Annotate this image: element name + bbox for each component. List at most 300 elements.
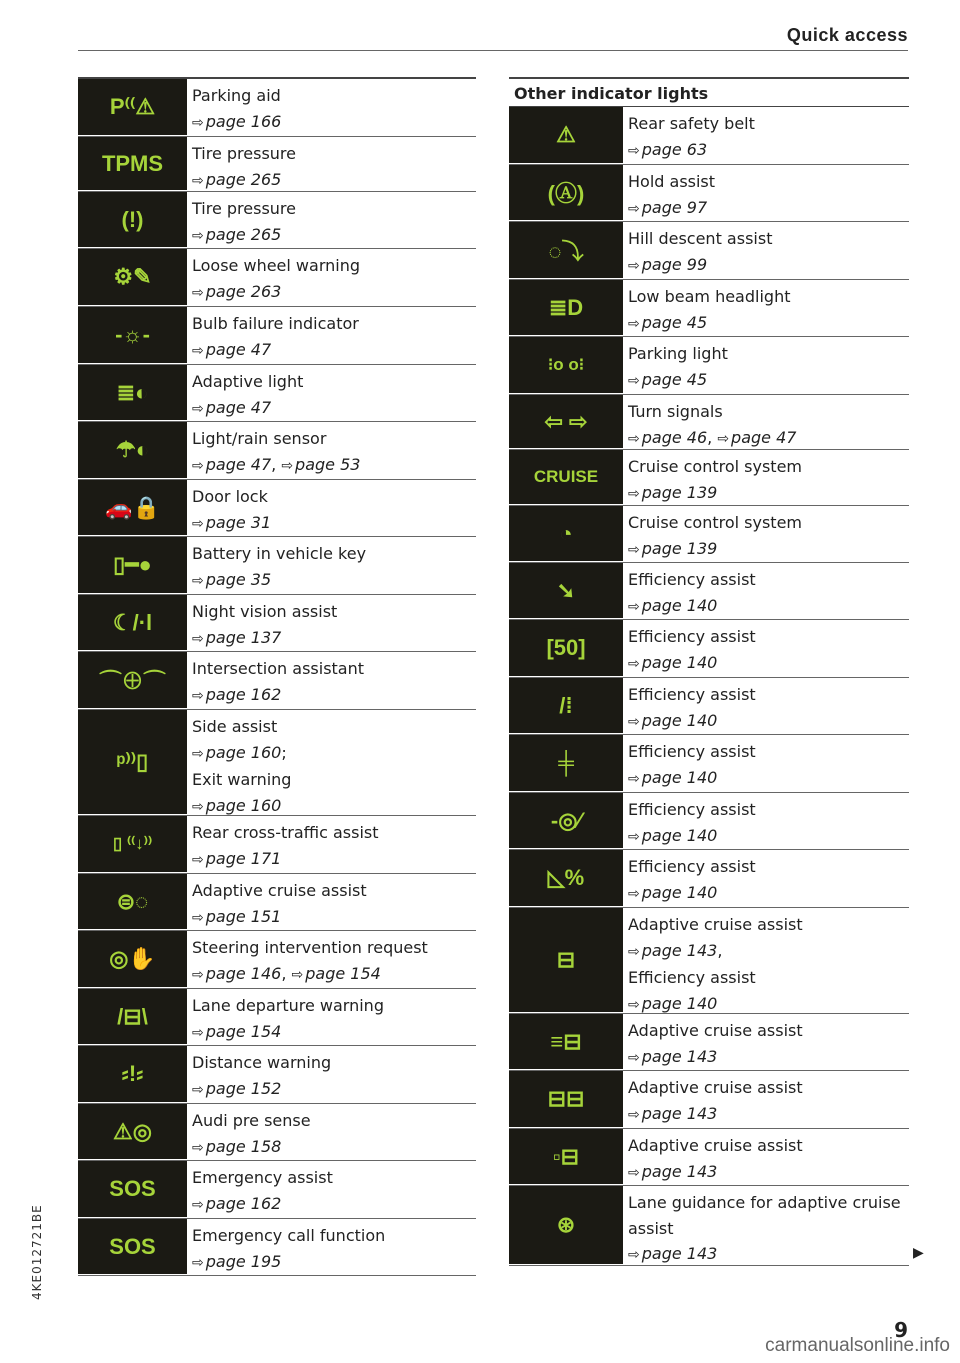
reference-arrow-icon: ⇨ bbox=[192, 1254, 204, 1271]
page-reference bbox=[628, 536, 802, 564]
indicator-label: Lane guidance for adaptive cruise assist bbox=[628, 1193, 901, 1238]
indicator-glyph-icon: SOS bbox=[109, 1176, 156, 1201]
indicator-row bbox=[78, 480, 476, 537]
reference-arrow-icon: ⇨ bbox=[192, 400, 204, 417]
page-link[interactable]: page 160 bbox=[205, 795, 282, 815]
reference-arrow-icon: ⇨ bbox=[628, 142, 640, 159]
page-reference bbox=[192, 1019, 384, 1047]
indicator-icon bbox=[78, 1104, 187, 1160]
indicator-icon bbox=[509, 395, 623, 449]
page-link[interactable]: page 46 bbox=[641, 427, 708, 447]
page-reference bbox=[628, 1101, 803, 1129]
reference-arrow-icon: ⇨ bbox=[628, 1164, 640, 1181]
reference-arrow-icon: ⇨ bbox=[281, 457, 294, 474]
indicator-icon bbox=[78, 989, 187, 1045]
indicator-icon bbox=[509, 506, 623, 562]
indicator-description bbox=[187, 931, 434, 988]
indicator-row bbox=[509, 620, 909, 678]
indicator-icon bbox=[78, 1161, 187, 1218]
indicator-label: Parking light bbox=[628, 344, 728, 363]
indicator-label: Distance warning bbox=[192, 1053, 332, 1072]
indicator-label: Efficiency assist bbox=[628, 570, 756, 589]
indicator-description bbox=[623, 563, 762, 619]
indicator-glyph-icon: ≣◐ bbox=[116, 379, 149, 405]
indicator-glyph-icon: P⁽⁽⚠ bbox=[109, 94, 156, 119]
reference-arrow-icon: ⇨ bbox=[192, 798, 204, 815]
indicator-glyph-icon: ☂◐ bbox=[115, 437, 149, 462]
indicator-row bbox=[78, 1161, 476, 1219]
indicator-glyph-icon: ☾/·l bbox=[112, 609, 153, 635]
indicator-row bbox=[509, 450, 909, 506]
indicator-description bbox=[623, 908, 809, 1013]
page-reference bbox=[628, 1241, 903, 1269]
page-reference bbox=[628, 765, 756, 793]
indicator-description bbox=[187, 1104, 317, 1160]
reference-arrow-icon: ⇨ bbox=[628, 1247, 640, 1263]
right-indicator-table bbox=[509, 77, 909, 1266]
page-reference bbox=[192, 1076, 331, 1104]
page-link[interactable]: page 158 bbox=[205, 1136, 282, 1156]
indicator-glyph-icon: ◎✋ bbox=[109, 946, 156, 971]
indicator-row bbox=[78, 249, 476, 307]
page-link[interactable]: page 152 bbox=[205, 1078, 282, 1098]
indicator-icon bbox=[78, 537, 187, 594]
indicator-description bbox=[623, 222, 778, 279]
indicator-glyph-icon: ⚠◎ bbox=[113, 1118, 152, 1144]
page-link[interactable]: page 143 bbox=[641, 940, 718, 960]
indicator-icon bbox=[509, 678, 623, 734]
page-reference bbox=[192, 1249, 385, 1277]
page-link[interactable]: page 47 bbox=[205, 397, 272, 417]
reference-arrow-icon: ⇨ bbox=[192, 1024, 204, 1041]
page-link[interactable]: page 143 bbox=[641, 1046, 718, 1066]
indicator-glyph-icon: ⚠ bbox=[556, 122, 576, 147]
reference-arrow-icon: ⇨ bbox=[192, 457, 204, 474]
page-link[interactable]: page 139 bbox=[641, 482, 718, 502]
indicator-row bbox=[78, 79, 476, 137]
page-header-title: Quick access bbox=[786, 25, 908, 45]
reference-arrow-icon: ⇨ bbox=[192, 572, 204, 589]
indicator-row bbox=[78, 537, 476, 595]
indicator-label: Battery in vehicle key bbox=[192, 544, 367, 563]
indicator-label: Parking aid bbox=[192, 86, 281, 105]
indicator-icon bbox=[509, 1186, 623, 1265]
indicator-description bbox=[623, 1129, 809, 1185]
indicator-icon bbox=[509, 793, 623, 849]
indicator-glyph-icon: ⁝o o⁝ bbox=[547, 355, 585, 374]
page-link[interactable]: page 263 bbox=[205, 281, 282, 301]
indicator-label: Steering intervention request bbox=[192, 938, 428, 957]
indicator-glyph-icon: ⊟ bbox=[556, 947, 576, 972]
indicator-icon bbox=[78, 249, 187, 306]
page-link[interactable]: page 63 bbox=[641, 139, 708, 159]
right-rows bbox=[509, 107, 909, 1266]
reference-arrow-icon: ⇨ bbox=[192, 172, 204, 189]
indicator-label: Rear cross-traffic assist bbox=[192, 823, 379, 842]
page-link[interactable]: page 140 bbox=[641, 652, 718, 672]
reference-arrow-icon: ⇨ bbox=[192, 966, 204, 983]
indicator-label: Efficiency assist bbox=[628, 968, 756, 987]
page-link[interactable]: page 140 bbox=[641, 767, 718, 787]
page-link[interactable]: page 171 bbox=[205, 848, 282, 868]
page-link[interactable]: page 195 bbox=[205, 1251, 282, 1271]
indicator-description bbox=[187, 137, 302, 191]
indicator-description bbox=[187, 874, 373, 930]
indicator-label: Loose wheel warning bbox=[192, 256, 360, 275]
indicator-row bbox=[509, 280, 909, 337]
indicator-row bbox=[78, 307, 476, 365]
indicator-icon bbox=[509, 165, 623, 221]
indicator-row bbox=[78, 595, 476, 652]
indicator-label: Adaptive cruise assist bbox=[628, 1021, 803, 1040]
indicator-description bbox=[187, 989, 390, 1045]
page-link[interactable]: page 265 bbox=[205, 224, 282, 244]
indicator-description bbox=[187, 480, 277, 536]
indicator-label: Low beam headlight bbox=[628, 287, 791, 306]
indicator-label: Tire pressure bbox=[192, 199, 296, 218]
page-link[interactable]: page 53 bbox=[295, 454, 361, 474]
indicator-icon bbox=[78, 710, 187, 815]
indicator-label: Efficiency assist bbox=[628, 742, 756, 761]
reference-arrow-icon: ⇨ bbox=[192, 342, 204, 359]
page-reference bbox=[628, 880, 756, 908]
indicator-glyph-icon: ⊛ bbox=[556, 1212, 576, 1237]
indicator-label: Cruise control system bbox=[628, 513, 802, 532]
page-link[interactable]: page 45 bbox=[641, 369, 708, 389]
indicator-glyph-icon: ◌⤵ bbox=[548, 238, 584, 264]
page-reference bbox=[192, 395, 303, 423]
indicator-glyph-icon: ⇦ ⇨ bbox=[544, 408, 588, 434]
page-reference: ⇨ page 47, ⇨ page 53 bbox=[192, 454, 361, 474]
indicator-row bbox=[509, 908, 909, 1014]
reference-arrow-icon: ⇨ bbox=[628, 943, 640, 960]
continue-arrow-icon: ▶ bbox=[913, 1245, 924, 1261]
indicator-description bbox=[623, 1071, 809, 1128]
reference-arrow-icon: ⇨ bbox=[628, 996, 640, 1013]
indicator-label: Adaptive cruise assist bbox=[628, 1136, 803, 1155]
indicator-description bbox=[623, 850, 762, 907]
page-reference bbox=[192, 1134, 311, 1162]
page-reference: ⇨ page 143, bbox=[628, 940, 723, 960]
page-reference bbox=[628, 195, 715, 223]
indicator-glyph-icon: ᵖ⁾⁾▯ bbox=[116, 749, 149, 774]
page-link[interactable]: page 97 bbox=[641, 197, 708, 217]
page-link[interactable]: page 162 bbox=[205, 684, 282, 704]
indicator-label: Adaptive cruise assist bbox=[192, 881, 367, 900]
page-reference: ⇨ page 160; bbox=[192, 742, 287, 762]
reference-arrow-icon: ⇨ bbox=[192, 227, 204, 244]
indicator-description bbox=[623, 1186, 909, 1265]
indicator-label: Lane departure warning bbox=[192, 996, 384, 1015]
indicator-description bbox=[623, 280, 796, 336]
indicator-icon bbox=[78, 931, 187, 988]
header-rule bbox=[78, 50, 908, 51]
indicator-icon bbox=[509, 1014, 623, 1070]
page-link[interactable]: page 140 bbox=[641, 882, 718, 902]
page-reference bbox=[628, 137, 755, 165]
indicator-icon bbox=[509, 735, 623, 792]
indicator-description bbox=[623, 395, 802, 449]
indicator-row bbox=[78, 1104, 476, 1161]
indicator-icon bbox=[78, 79, 187, 136]
indicator-icon bbox=[78, 874, 187, 930]
indicator-label: Night vision assist bbox=[192, 602, 338, 621]
indicator-label: Hold assist bbox=[628, 172, 716, 191]
indicator-label: Emergency call function bbox=[192, 1226, 386, 1245]
indicator-row bbox=[78, 710, 476, 816]
reference-arrow-icon: ⇨ bbox=[717, 430, 730, 447]
indicator-glyph-icon: ⊜◌ bbox=[116, 888, 149, 914]
indicator-description bbox=[187, 816, 385, 873]
page-link[interactable]: page 140 bbox=[641, 993, 718, 1013]
indicator-label: Rear safety belt bbox=[628, 114, 755, 133]
indicator-label: Hill descent assist bbox=[628, 229, 773, 248]
indicator-glyph-icon: (!) bbox=[121, 206, 144, 232]
indicator-row bbox=[509, 107, 909, 165]
indicator-row bbox=[78, 365, 476, 422]
page-link[interactable]: page 47 bbox=[205, 454, 272, 474]
indicator-glyph-icon: ⚙✎ bbox=[113, 264, 152, 289]
reference-arrow-icon: ⇨ bbox=[628, 372, 640, 389]
page-reference bbox=[192, 1191, 333, 1219]
reference-arrow-icon: ⇨ bbox=[628, 430, 640, 447]
indicator-glyph-icon: [50] bbox=[546, 635, 586, 660]
reference-arrow-icon: ⇨ bbox=[192, 630, 204, 647]
page-link[interactable]: page 137 bbox=[205, 627, 282, 647]
indicator-glyph-icon: TPMS bbox=[101, 150, 164, 176]
indicator-glyph-icon: (Ⓐ) bbox=[547, 181, 585, 206]
reference-arrow-icon: ⇨ bbox=[628, 200, 640, 217]
indicator-icon bbox=[78, 1046, 187, 1103]
indicator-label: Light/rain sensor bbox=[192, 429, 327, 448]
reference-arrow-icon: ⇨ bbox=[192, 1196, 204, 1213]
indicator-description bbox=[187, 365, 309, 421]
indicator-label: Cruise control system bbox=[628, 457, 802, 476]
indicator-row bbox=[509, 1014, 909, 1071]
indicator-label: Turn signals bbox=[628, 402, 723, 421]
page-reference bbox=[192, 904, 367, 932]
indicator-icon bbox=[78, 595, 187, 651]
indicator-icon bbox=[509, 1129, 623, 1185]
indicator-description bbox=[623, 107, 761, 164]
indicator-description bbox=[187, 249, 366, 306]
indicator-label: Adaptive cruise assist bbox=[628, 1078, 803, 1097]
indicator-glyph-icon: ≡⊟ bbox=[550, 1028, 582, 1054]
indicator-label: Efficiency assist bbox=[628, 627, 756, 646]
indicator-glyph-icon: /⁞ bbox=[559, 692, 573, 718]
page-link[interactable]: page 154 bbox=[205, 1021, 282, 1041]
indicator-icon bbox=[509, 280, 623, 336]
indicator-row bbox=[509, 337, 909, 395]
indicator-glyph-icon: ➘ bbox=[556, 577, 576, 603]
indicator-icon bbox=[78, 307, 187, 364]
indicator-label: Intersection assistant bbox=[192, 659, 365, 678]
page-link[interactable]: page 139 bbox=[641, 538, 718, 558]
indicator-row bbox=[78, 192, 476, 249]
indicator-row bbox=[78, 989, 476, 1046]
indicator-description bbox=[187, 1046, 337, 1103]
indicator-glyph-icon: ◔ bbox=[559, 520, 573, 546]
indicator-glyph-icon: -◎⁄ bbox=[550, 807, 582, 833]
page-reference bbox=[192, 167, 296, 195]
indicator-row bbox=[509, 735, 909, 793]
page-link[interactable]: page 166 bbox=[205, 111, 282, 131]
indicator-label: Efficiency assist bbox=[628, 857, 756, 876]
reference-arrow-icon: ⇨ bbox=[628, 315, 640, 332]
indicator-label: Exit warning bbox=[192, 770, 292, 789]
reference-arrow-icon: ⇨ bbox=[628, 1106, 640, 1123]
indicator-row bbox=[509, 222, 909, 280]
indicator-glyph-icon: -☼- bbox=[115, 322, 150, 347]
page-link[interactable]: page 47 bbox=[205, 339, 272, 359]
page-link[interactable]: page 265 bbox=[205, 169, 282, 189]
indicator-row bbox=[509, 678, 909, 735]
indicator-label: Door lock bbox=[192, 487, 268, 506]
indicator-row bbox=[78, 1046, 476, 1104]
indicator-description bbox=[187, 652, 370, 709]
page-reference bbox=[628, 823, 756, 851]
indicator-glyph-icon: ▯ ⁽⁽↓⁾⁾ bbox=[112, 834, 153, 853]
page-number: 9 bbox=[894, 1318, 908, 1342]
indicator-glyph-icon: ▯━● bbox=[113, 552, 152, 577]
page-reference bbox=[628, 593, 756, 621]
indicator-description bbox=[623, 678, 762, 734]
page-link[interactable]: page 47 bbox=[731, 427, 797, 447]
indicator-row bbox=[509, 563, 909, 620]
page-link[interactable]: page 143 bbox=[641, 1103, 718, 1123]
reference-arrow-icon: ⇨ bbox=[291, 966, 304, 983]
reference-arrow-icon: ⇨ bbox=[628, 655, 640, 672]
left-indicator-table bbox=[78, 77, 476, 1276]
indicator-row bbox=[78, 931, 476, 989]
reference-arrow-icon: ⇨ bbox=[192, 1081, 204, 1098]
indicator-icon bbox=[78, 1219, 187, 1275]
indicator-label: Bulb failure indicator bbox=[192, 314, 359, 333]
reference-arrow-icon: ⇨ bbox=[192, 515, 204, 532]
indicator-icon bbox=[509, 563, 623, 619]
indicator-label: Adaptive light bbox=[192, 372, 304, 391]
indicator-glyph-icon: ◺% bbox=[547, 865, 585, 890]
indicator-icon bbox=[78, 480, 187, 536]
indicator-icon bbox=[509, 222, 623, 279]
indicator-icon bbox=[78, 652, 187, 709]
page-link[interactable]: page 35 bbox=[205, 569, 272, 589]
indicator-description bbox=[623, 620, 762, 677]
indicator-row bbox=[509, 165, 909, 222]
reference-arrow-icon: ⇨ bbox=[192, 851, 204, 868]
indicator-glyph-icon: ⊟⊟ bbox=[547, 1086, 585, 1111]
indicator-row bbox=[509, 1071, 909, 1129]
page-reference bbox=[628, 367, 728, 395]
reference-arrow-icon: ⇨ bbox=[192, 909, 204, 926]
page-reference bbox=[192, 567, 366, 595]
indicator-row bbox=[78, 422, 476, 480]
indicator-description bbox=[623, 735, 762, 792]
page-link[interactable]: page 140 bbox=[641, 710, 718, 730]
indicator-icon bbox=[509, 908, 623, 1013]
indicator-row bbox=[509, 1186, 909, 1266]
indicator-description bbox=[187, 422, 366, 479]
page-link[interactable]: page 140 bbox=[641, 595, 718, 615]
indicator-label: Tire pressure bbox=[192, 144, 296, 163]
page-reference bbox=[628, 480, 802, 508]
reference-arrow-icon: ⇨ bbox=[628, 713, 640, 730]
indicator-description bbox=[187, 79, 287, 136]
indicator-icon bbox=[509, 337, 623, 394]
indicator-label: Emergency assist bbox=[192, 1168, 333, 1187]
indicator-description bbox=[623, 337, 734, 394]
indicator-glyph-icon: ⸗!⸗ bbox=[121, 1061, 144, 1086]
indicator-glyph-icon: SOS bbox=[109, 1233, 156, 1259]
indicator-icon bbox=[78, 816, 187, 873]
reference-arrow-icon: ⇨ bbox=[628, 885, 640, 902]
page-reference bbox=[628, 708, 756, 736]
indicator-icon bbox=[509, 1071, 623, 1128]
indicator-description bbox=[623, 165, 721, 221]
page-reference: ⇨ page 46, ⇨ page 47 bbox=[628, 427, 797, 447]
page-link[interactable]: page 45 bbox=[641, 312, 708, 332]
reference-arrow-icon: ⇨ bbox=[192, 1139, 204, 1156]
indicator-icon bbox=[509, 450, 623, 505]
page-reference bbox=[192, 109, 281, 137]
page-link[interactable]: page 99 bbox=[641, 254, 708, 274]
page-link[interactable]: page 154 bbox=[305, 963, 381, 983]
page-reference bbox=[628, 252, 772, 280]
indicator-description bbox=[187, 307, 365, 364]
page-reference bbox=[192, 279, 360, 307]
indicator-label: Efficiency assist bbox=[628, 800, 756, 819]
indicator-description bbox=[187, 192, 302, 248]
page-link[interactable]: page 31 bbox=[205, 512, 272, 532]
reference-arrow-icon: ⇨ bbox=[628, 828, 640, 845]
reference-arrow-icon: ⇨ bbox=[192, 284, 204, 301]
indicator-icon bbox=[509, 620, 623, 677]
page-reference bbox=[628, 310, 790, 338]
indicator-row bbox=[509, 395, 909, 450]
indicator-label: Side assist bbox=[192, 717, 278, 736]
page-reference bbox=[192, 682, 364, 710]
indicator-description bbox=[187, 595, 343, 651]
reference-arrow-icon: ⇨ bbox=[628, 257, 640, 274]
page-link[interactable]: page 143 bbox=[641, 1161, 718, 1181]
indicator-icon bbox=[78, 192, 187, 248]
page-reference bbox=[628, 650, 756, 678]
indicator-description bbox=[187, 710, 297, 815]
page-link[interactable]: page 151 bbox=[205, 906, 282, 926]
document-code: 4KE012721BE bbox=[30, 1204, 44, 1300]
page-reference bbox=[192, 625, 337, 653]
page-reference bbox=[192, 222, 296, 250]
page-link[interactable]: page 162 bbox=[205, 1193, 282, 1213]
indicator-row bbox=[509, 850, 909, 908]
reference-arrow-icon: ⇨ bbox=[628, 541, 640, 558]
page-link[interactable]: page 143 bbox=[641, 1244, 718, 1263]
indicator-row bbox=[78, 1219, 476, 1276]
page-link[interactable]: page 140 bbox=[641, 825, 718, 845]
indicator-glyph-icon: CRUISE bbox=[533, 467, 599, 486]
indicator-row bbox=[78, 816, 476, 874]
watermark: carmanualsonline.info bbox=[765, 1335, 950, 1356]
page-link[interactable]: page 146 bbox=[205, 963, 282, 983]
indicator-glyph-icon: ▫⊟ bbox=[552, 1143, 580, 1169]
indicator-glyph-icon: ⌒⊕⌒ bbox=[99, 668, 166, 694]
indicator-icon bbox=[78, 365, 187, 421]
page-link[interactable]: page 160 bbox=[205, 742, 282, 762]
page-reference bbox=[192, 846, 379, 874]
indicator-icon bbox=[78, 137, 187, 191]
indicator-label: Efficiency assist bbox=[628, 685, 756, 704]
indicator-row bbox=[78, 874, 476, 931]
